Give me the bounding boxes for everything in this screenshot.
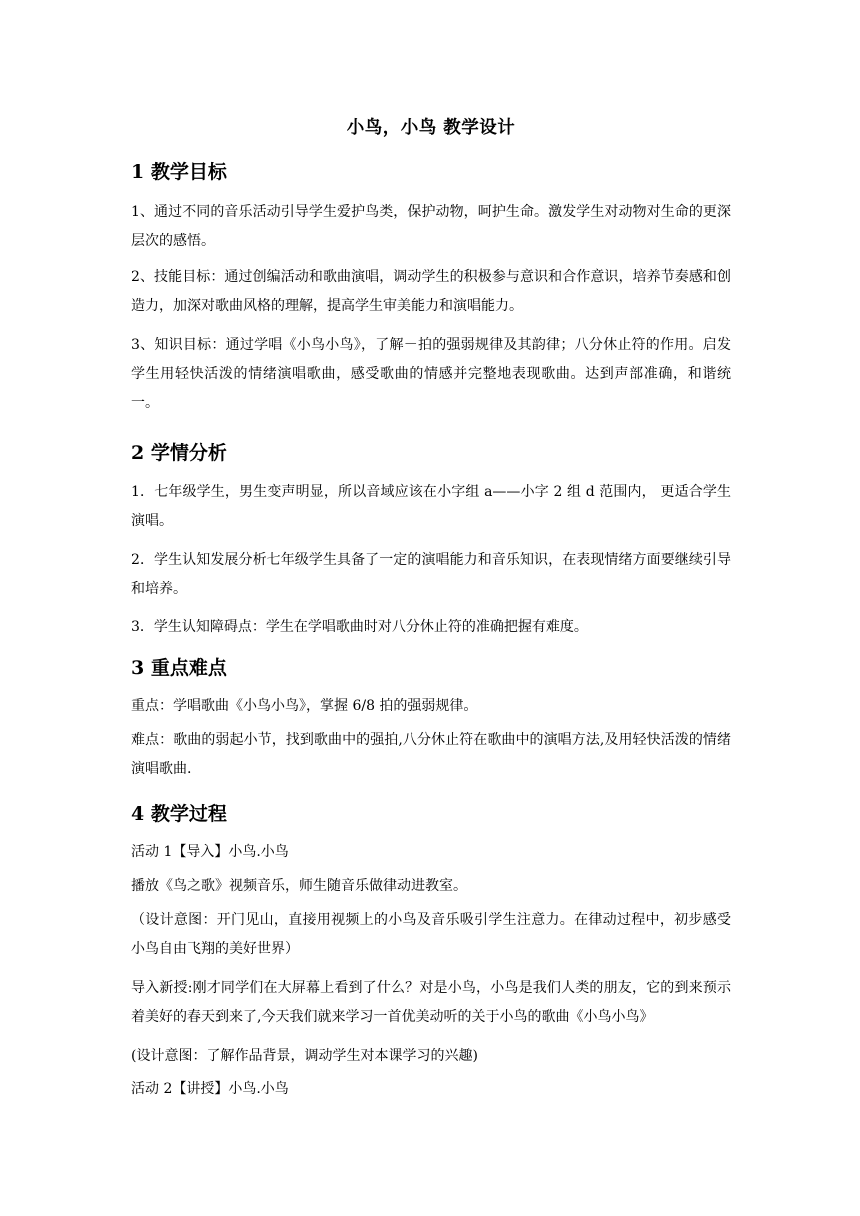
paragraph: （设计意图：开门见山，直接用视频上的小鸟及音乐吸引学生注意力。在律动过程中，初步感受小鸟自由飞翔的美好世界）: [131, 912, 731, 957]
paragraph: 2．学生认知发展分析七年级学生具备了一定的演唱能力和音乐知识，在表现情绪方面要继续引导和培养。: [131, 552, 731, 597]
document-title: 小鸟，小鸟 教学设计: [346, 118, 516, 138]
paragraph: (设计意图：了解作品背景，调动学生对本课学习的兴趣): [131, 1048, 478, 1064]
paragraph: 活动 1【导入】小鸟.小鸟: [131, 844, 289, 860]
paragraph: 难点：歌曲的弱起小节，找到歌曲中的强拍,八分休止符在歌曲中的演唱方法,及用轻快活泼的情绪演唱歌曲.: [131, 732, 731, 777]
paragraph: 播放《鸟之歌》视频音乐，师生随音乐做律动进教室。: [131, 878, 467, 894]
paragraph: 导入新授:刚才同学们在大屏幕上看到了什么？对是小鸟，小鸟是我们人类的朋友，它的到来预示着美好的春天到来了,今天我们就来学习一首优美动听的关于小鸟的歌曲《小鸟小鸟》: [131, 980, 731, 1025]
paragraph: 3、知识目标：通过学唱《小鸟小鸟》，了解－拍的强弱规律及其韵律；八分休止符的作用。启发学生用轻快活泼的情绪演唱歌曲，感受歌曲的情感并完整地表现歌曲。达到声部准确，和谐统一。: [131, 337, 731, 411]
paragraph: 2、技能目标：通过创编活动和歌曲演唱，调动学生的积极参与意识和合作意识，培养节奏感和创造力，加深对歌曲风格的理解，提高学生审美能力和演唱能力。: [131, 269, 731, 314]
paragraph: 1．七年级学生，男生变声明显，所以音域应该在小字组 a——小字 2 组 d 范围内， 更适合学生演唱。: [131, 484, 731, 529]
paragraph: 3．学生认知障碍点：学生在学唱歌曲时对八分休止符的准确把握有难度。: [131, 619, 588, 635]
section-heading-teaching-process: 4 教学过程: [131, 803, 227, 825]
section-heading-learner-analysis: 2 学情分析: [131, 442, 227, 464]
paragraph: 1、通过不同的音乐活动引导学生爱护鸟类，保护动物，呵护生命。激发学生对动物对生命的更深层次的感悟。: [131, 204, 731, 249]
paragraph: 重点：学唱歌曲《小鸟小鸟》，掌握 6/8 拍的强弱规律。: [131, 698, 478, 714]
paragraph: 活动 2【讲授】小鸟.小鸟: [131, 1081, 289, 1097]
section-heading-key-points: 3 重点难点: [131, 657, 227, 679]
section-heading-objectives: 1 教学目标: [131, 161, 227, 183]
